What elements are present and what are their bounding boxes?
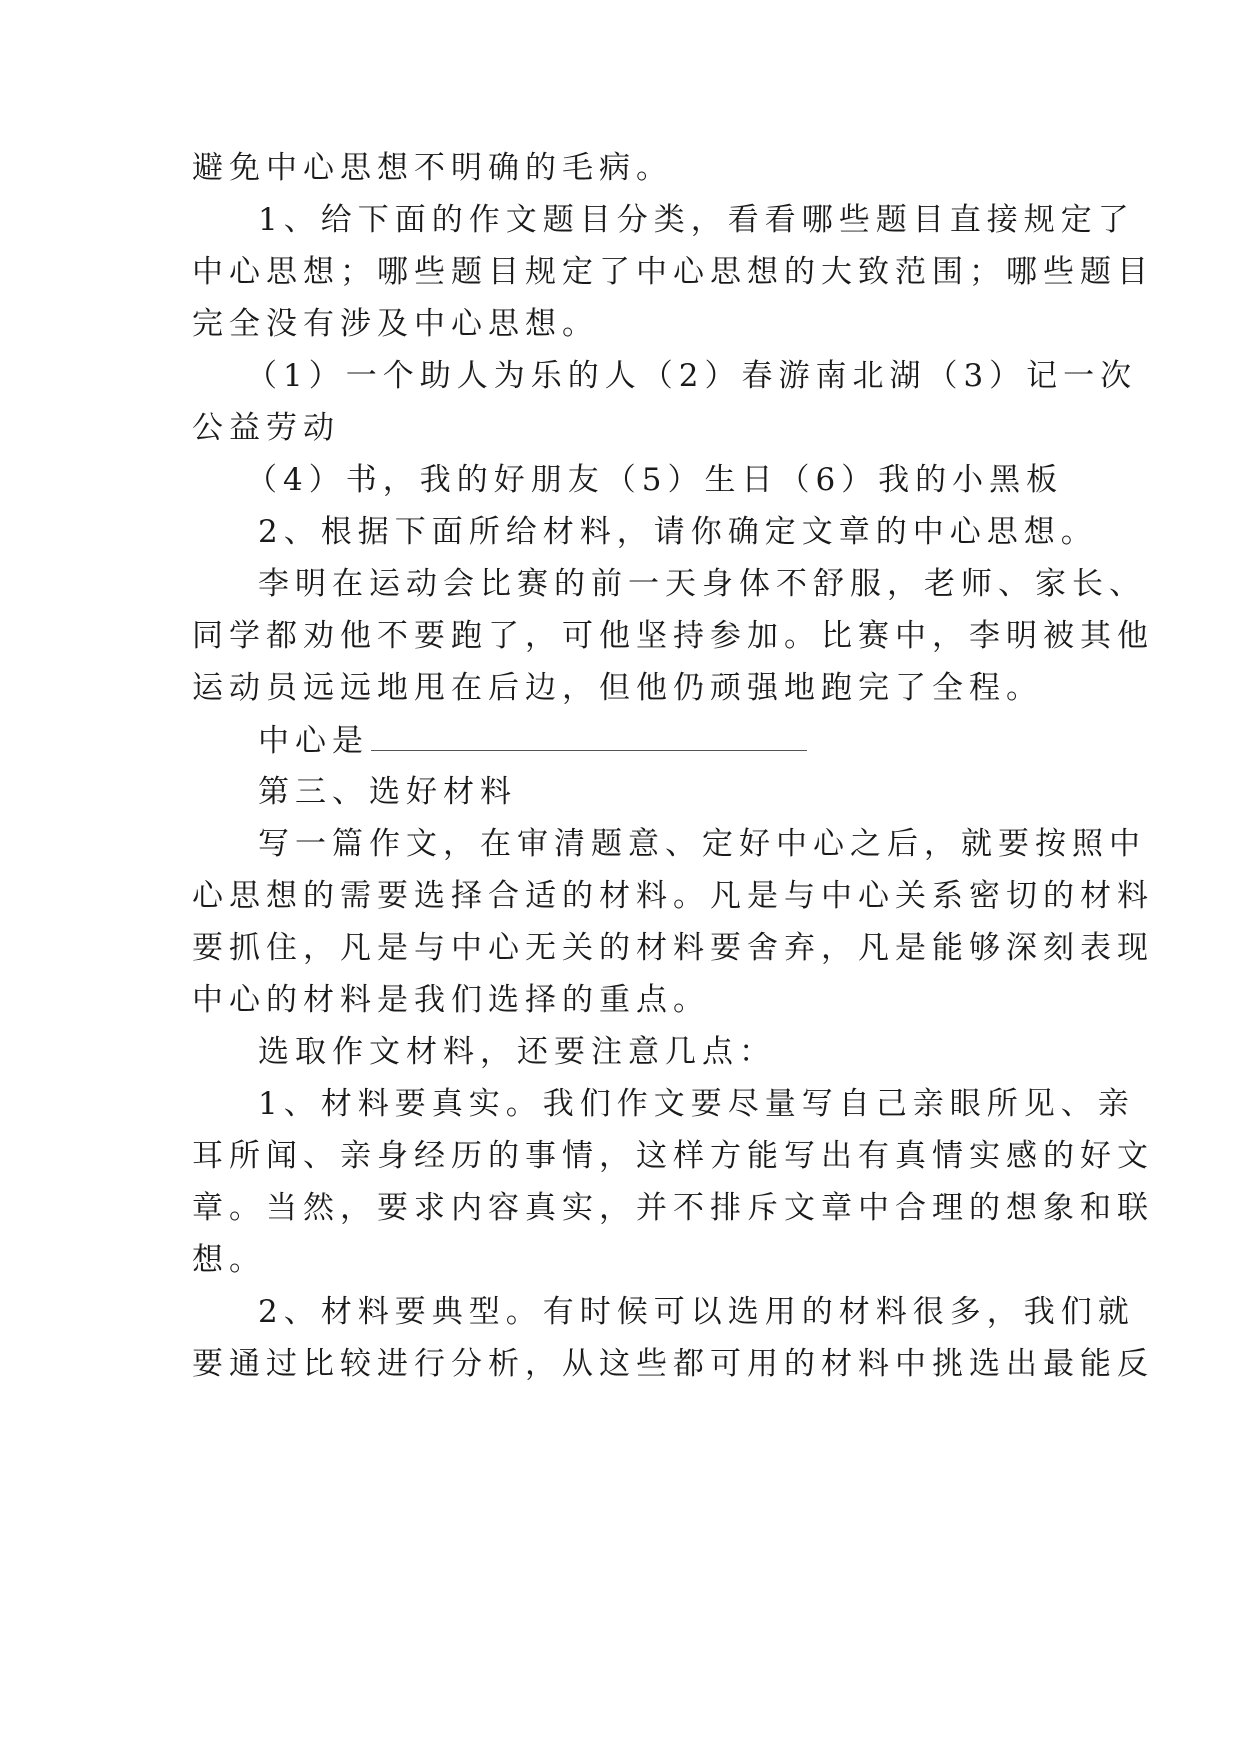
text-line: 耳所闻、亲身经历的事情，这样方能写出有真情实感的好文 [192, 1138, 1154, 1174]
text-line: （1）一个助人为乐的人（2）春游南北湖（3）记一次 [246, 358, 1138, 394]
text-line: 写一篇作文，在审清题意、定好中心之后，就要按照中 [258, 826, 1146, 862]
text-line: 中心思想；哪些题目规定了中心思想的大致范围；哪些题目 [192, 254, 1154, 290]
text-line: 心思想的需要选择合适的材料。凡是与中心关系密切的材料 [192, 878, 1154, 914]
text-line: 要抓住，凡是与中心无关的材料要舍弃，凡是能够深刻表现 [192, 930, 1154, 966]
text-line: 要通过比较进行分析，从这些都可用的材料中挑选出最能反 [192, 1346, 1154, 1382]
section-heading: 第三、选好材料 [258, 774, 517, 810]
text-line: 1、材料要真实。我们作文要尽量写自己亲眼所见、亲 [258, 1086, 1135, 1122]
text-line: 1、给下面的作文题目分类，看看哪些题目直接规定了 [258, 202, 1135, 238]
answer-label: 中心是 [258, 723, 369, 759]
text-line: 避免中心思想不明确的毛病。 [192, 150, 673, 186]
text-line: 完全没有涉及中心思想。 [192, 306, 599, 342]
answer-blank[interactable] [371, 720, 807, 751]
text-line: 公益劳动 [192, 410, 340, 446]
text-line: 运动员远远地甩在后边，但他仍顽强地跑完了全程。 [192, 670, 1043, 706]
text-line: 章。当然，要求内容真实，并不排斥文章中合理的想象和联 [192, 1190, 1154, 1226]
text-line: 2、根据下面所给材料，请你确定文章的中心思想。 [258, 514, 1098, 550]
text-line: 李明在运动会比赛的前一天身体不舒服，老师、家长、 [258, 566, 1146, 602]
text-line: （4）书，我的好朋友（5）生日（6）我的小黑板 [246, 462, 1064, 498]
text-line: 2、材料要典型。有时候可以选用的材料很多，我们就 [258, 1294, 1135, 1330]
text-line: 同学都劝他不要跑了，可他坚持参加。比赛中，李明被其他 [192, 618, 1154, 654]
text-line: 中心的材料是我们选择的重点。 [192, 982, 710, 1018]
text-line: 选取作文材料，还要注意几点： [258, 1034, 776, 1070]
text-line: 想。 [192, 1242, 266, 1278]
answer-line [258, 720, 807, 760]
